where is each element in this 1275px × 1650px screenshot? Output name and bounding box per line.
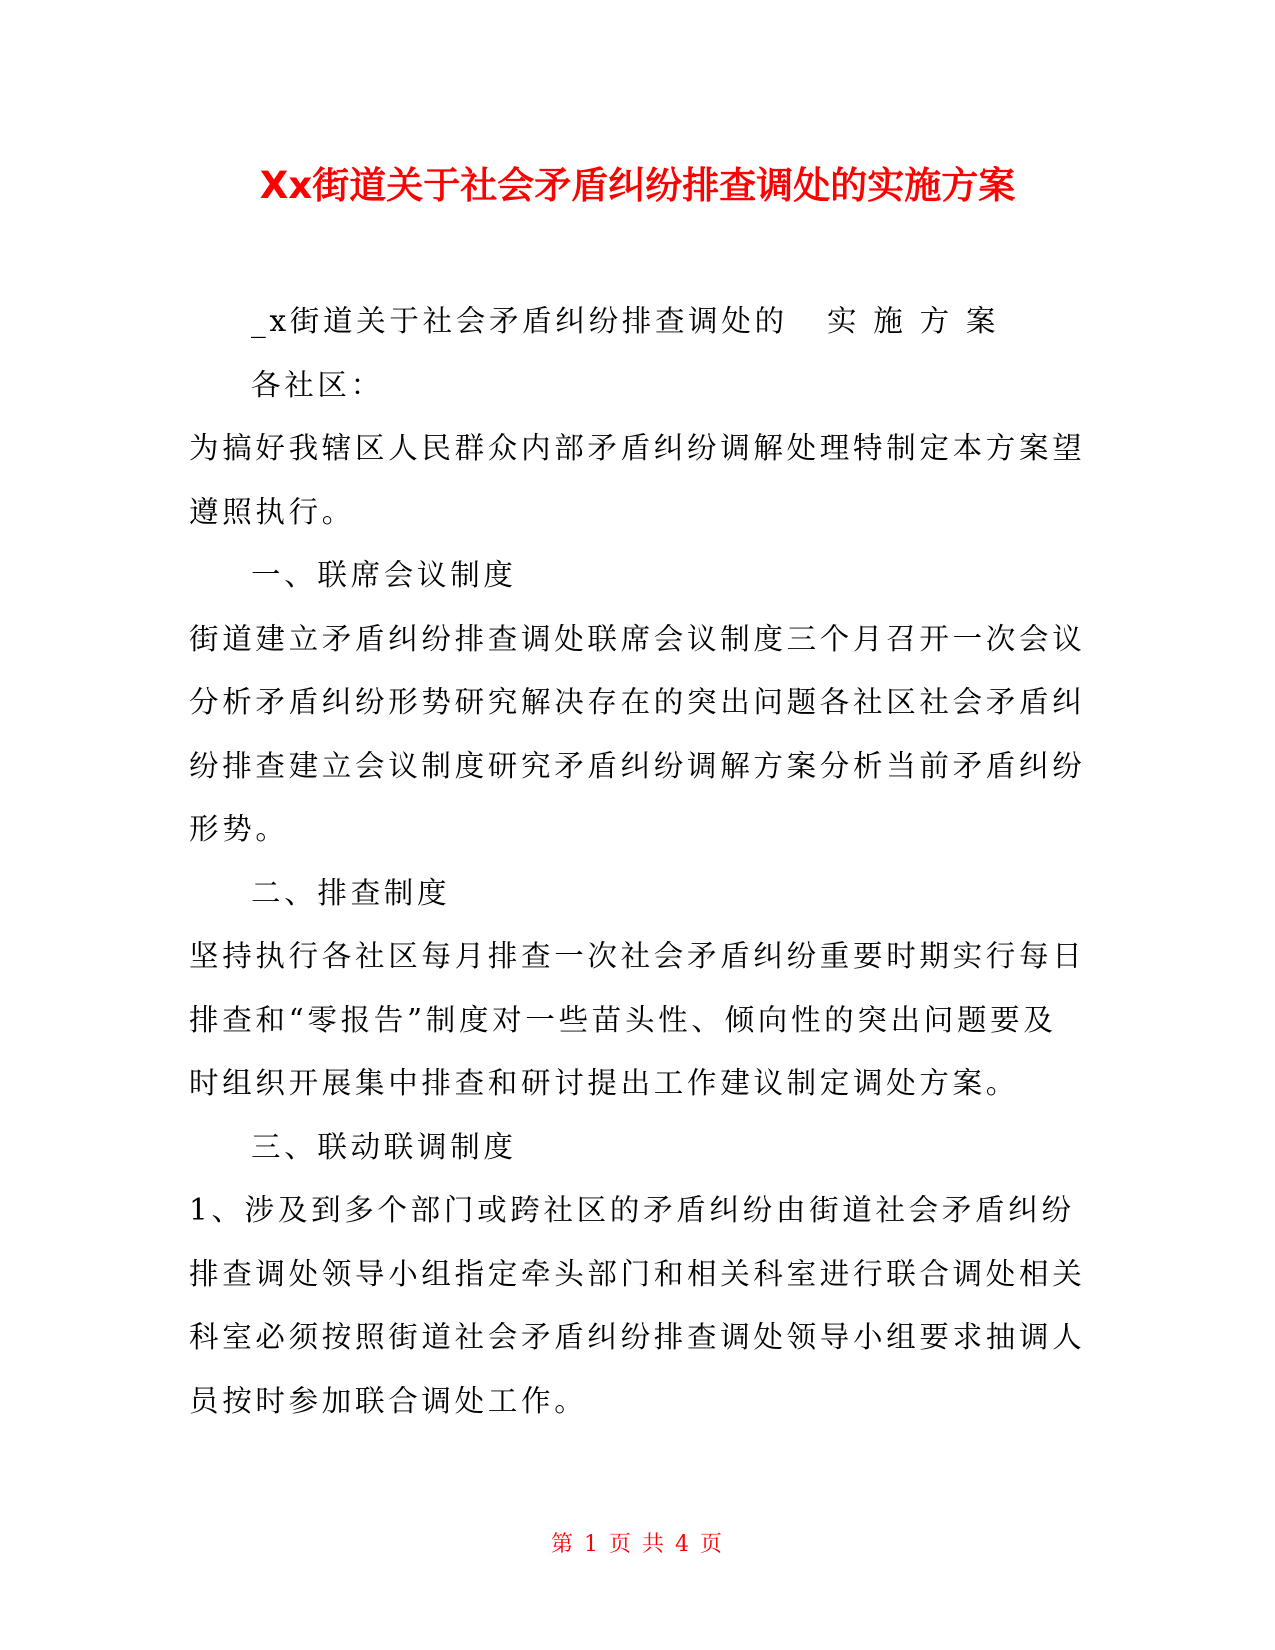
- document-body: [189, 290, 1089, 1433]
- document-subtitle: _x街道关于社会矛盾纠纷排查调处的 实 施 方 案: [251, 304, 1000, 338]
- section-heading-1: 一、联席会议制度: [251, 558, 517, 592]
- document-title: Xx街道关于社会矛盾纠纷排查调处的实施方案: [259, 164, 1016, 207]
- section-body-1: 街道建立矛盾纠纷排查调处联席会议制度三个月召开一次会议分析矛盾纠纷形势研究解决存在的突出问题各社区社会矛盾纠纷排查建立会议制度研究矛盾纠纷调解方案分析当前矛盾纠纷形势。: [189, 621, 1086, 846]
- section-item-3-1: 1、涉及到多个部门或跨社区的矛盾纠纷由街道社会矛盾纠纷排查调处领导小组指定牵头部门和相关科室进行联合调处相关科室必须按照街道社会矛盾纠纷排查调处领导小组要求抽调人员按时参加联合调处工作。: [189, 1193, 1086, 1418]
- page-number-footer: 第 1 页 共 4 页: [551, 1532, 724, 1557]
- intro-paragraph: 为搞好我辖区人民群众内部矛盾纠纷调解处理特制定本方案望遵照执行。: [189, 431, 1086, 529]
- section-heading-2: 二、排查制度: [251, 875, 451, 910]
- section-heading-3: 三、联动联调制度: [251, 1129, 517, 1164]
- greeting: 各社区：: [251, 367, 384, 402]
- section-body-2: 坚持执行各社区每月排查一次社会矛盾纠纷重要时期实行每日排查和“零报告”制度对一些苗头性、倾向性的突出问题要及时组织开展集中排查和研讨提出工作建议制定调处方案。: [189, 939, 1086, 1100]
